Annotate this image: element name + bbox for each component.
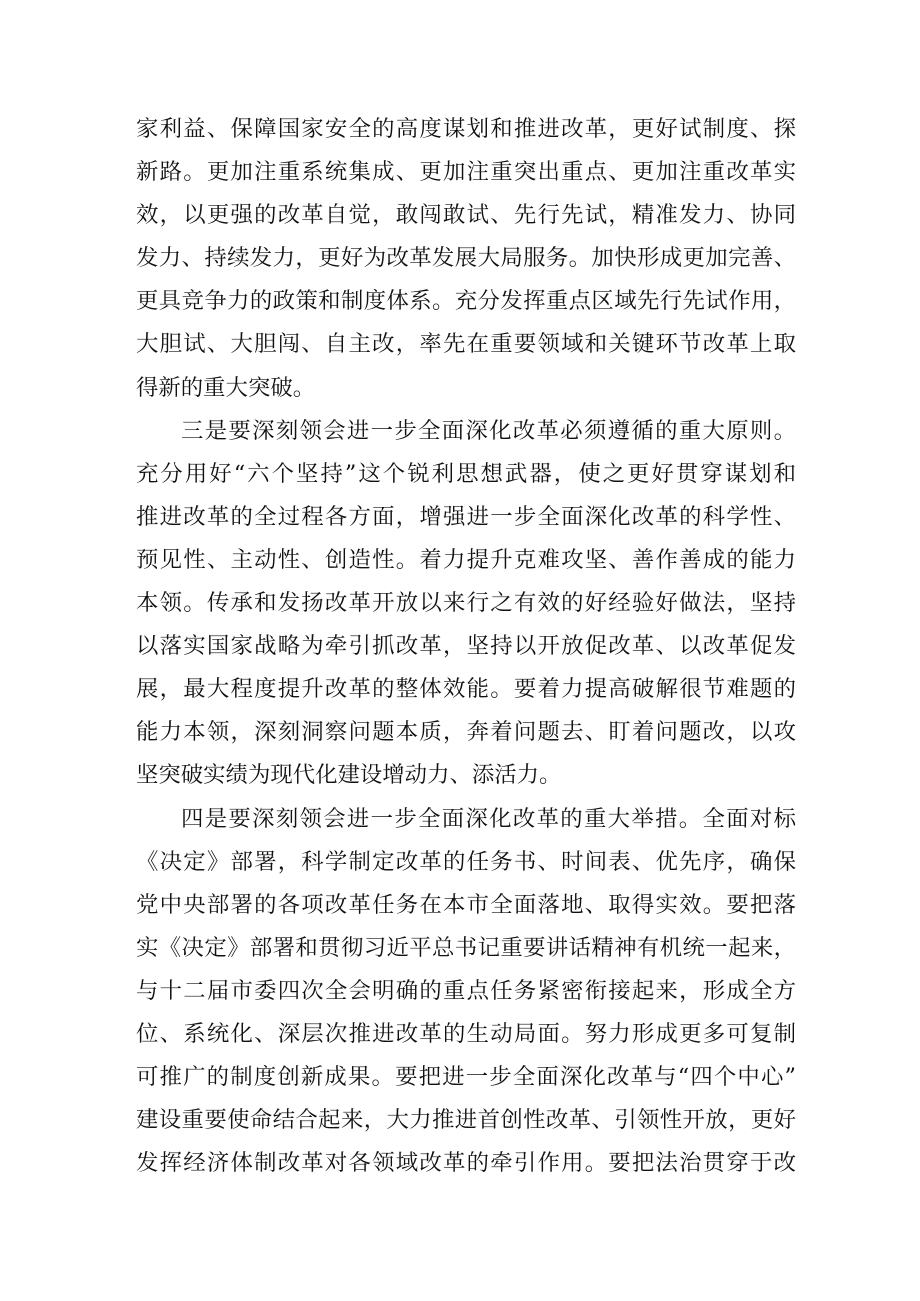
paragraph-measures bbox=[136, 798, 796, 1186]
text-line: 能力本领，深刻洞察问题本质，奔着问题去、盯着问题改，以攻 bbox=[136, 719, 796, 746]
text-line: 大胆试、大胆闯、自主改，率先在重要领域和关键环节改革上取 bbox=[136, 331, 796, 358]
text-line: 发挥经济体制改革对各领域改革的牵引作用。要把法治贯穿于改 bbox=[136, 1150, 796, 1177]
text-line: 推进改革的全过程各方面，增强进一步全面深化改革的科学性、 bbox=[136, 503, 796, 530]
text-line: 家利益、保障国家安全的高度谋划和推进改革，更好试制度、探 bbox=[136, 116, 796, 142]
paragraph-continuation bbox=[136, 108, 796, 410]
text-line: 更具竞争力的政策和制度体系。充分发挥重点区域先行先试作用， bbox=[136, 288, 796, 315]
text-line: 党中央部署的各项改革任务在本市全面落地、取得实效。要把落 bbox=[136, 891, 796, 918]
text-line: 实《决定》部署和贯彻习近平总书记重要讲话精神有机统一起来， bbox=[136, 934, 796, 961]
text-line: 本领。传承和发扬改革开放以来行之有效的好经验好做法，坚持 bbox=[136, 590, 796, 617]
text-line: 坚突破实绩为现代化建设增动力、添活力。 bbox=[136, 762, 562, 789]
text-line: 新路。更加注重系统集成、更加注重突出重点、更加注重改革实 bbox=[136, 159, 796, 186]
text-line: 预见性、主动性、创造性。着力提升克难攻坚、善作善成的能力 bbox=[136, 546, 796, 573]
text-line: 建设重要使命结合起来，大力推进首创性改革、引领性开放，更好 bbox=[136, 1107, 796, 1134]
text-line: 得新的重大突破。 bbox=[136, 374, 316, 401]
text-line: 可推广的制度创新成果。要把进一步全面深化改革与“四个中心” bbox=[136, 1064, 796, 1091]
text-line: 以落实国家战略为牵引抓改革，坚持以开放促改革、以改革促发 bbox=[136, 633, 796, 660]
text-line: 位、系统化、深层次推进改革的生动局面。努力形成更多可复制 bbox=[136, 1020, 796, 1047]
text-line: 充分用好“六个坚持”这个锐利思想武器，使之更好贯穿谋划和 bbox=[136, 460, 796, 487]
text-line: 展，最大程度提升改革的整体效能。要着力提高破解很节难题的 bbox=[136, 676, 796, 703]
text-line: 发力、持续发力，更好为改革发展大局服务。加快形成更加完善、 bbox=[136, 245, 796, 272]
text-line: 四是要深刻领会进一步全面深化改革的重大举措。全面对标 bbox=[181, 805, 796, 832]
text-line: 三是要深刻领会进一步全面深化改革必须遵循的重大原则。 bbox=[181, 417, 796, 444]
text-line: 《决定》部署，科学制定改革的任务书、时间表、优先序，确保 bbox=[136, 848, 796, 875]
text-line: 与十二届市委四次全会明确的重点任务紧密衔接起来，形成全方 bbox=[136, 977, 796, 1004]
text-line: 效，以更强的改革自觉，敢闯敢试、先行先试，精准发力、协同 bbox=[136, 202, 796, 229]
document-body bbox=[136, 108, 796, 1185]
paragraph-principles bbox=[136, 410, 796, 798]
